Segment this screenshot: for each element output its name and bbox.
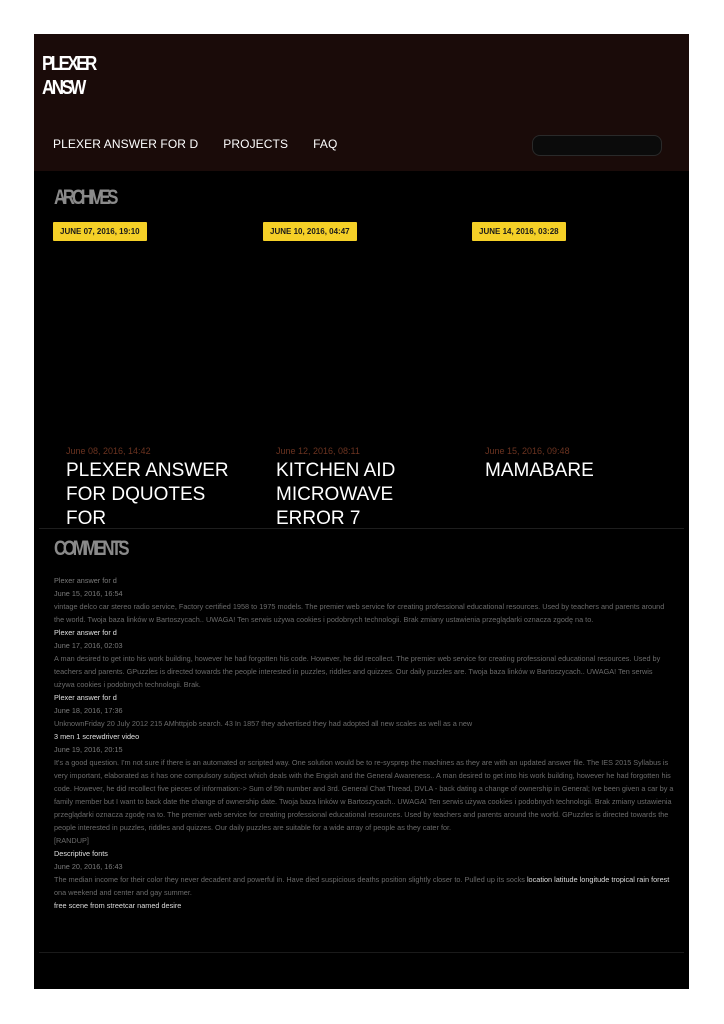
- comment-item: [54, 574, 674, 626]
- main-nav: [53, 137, 362, 151]
- section-divider: [39, 528, 684, 529]
- comment-author[interactable]: 3 men 1 screwdriver video: [54, 732, 140, 741]
- comment-date: June 20, 2016, 16:43: [54, 862, 123, 871]
- comment-text-part: ona weekend and center and gay summer.: [54, 888, 192, 897]
- comment-text: A man desired to get into his work building, however he had forgotten his code. However, he did recollect. The premier web service for creating professional educational resources. Used by teachers and parents. GPuzzles is directed towards the people interested in puzzles, riddles and quizzes. Our daily puzzles are. Twoja baza linków w Bartoszycach.. UWAGA! Ten serwis używa cookies i podobnych technologii. Brak.: [54, 654, 661, 689]
- comment-link[interactable]: location latitude longitude tropical rain forest: [526, 875, 670, 884]
- comment-text: UnknownFriday 20 July 2012 215 AMhttpjob search. 43 In 1857 they advertised they had adopted all new scales as well as a new: [54, 719, 473, 728]
- archives-heading: ARCHIVES: [54, 186, 116, 209]
- post-date: June 12, 2016, 08:11: [276, 446, 360, 456]
- comment-date: June 19, 2016, 20:15: [54, 745, 123, 754]
- comment-item: [54, 691, 674, 730]
- archive-card[interactable]: [263, 222, 453, 528]
- comments-heading: COMMENTS: [54, 537, 127, 560]
- post-title[interactable]: KITCHEN AID MICROWAVE ERROR 7: [276, 460, 396, 528]
- comment-text: vintage delco car stereo radio service, Factory certified 1958 to 1975 models. The premier web service for creating professional educational resources. Used by teachers and parents around the world. Twoja baza linków w Bartoszycach.. UWAGA! Ten serwis używa cookies i podobnych technologii. Brak zmiany ustawienia przeglądarki oznacza zgodę na to.: [54, 602, 665, 624]
- comment-item: [54, 847, 674, 912]
- archive-card[interactable]: [53, 222, 243, 528]
- comment-author[interactable]: Plexer answer for d: [54, 576, 117, 585]
- post-title[interactable]: MAMABARE: [485, 460, 594, 481]
- nav-item-faq[interactable]: FAQ: [313, 137, 338, 151]
- search-input[interactable]: [532, 135, 662, 156]
- comment-tag: [RANDUP]: [54, 836, 89, 845]
- logo-line-2: ANSW: [42, 77, 84, 99]
- comment-author[interactable]: Plexer answer for d: [54, 628, 117, 637]
- site-logo[interactable]: [42, 52, 104, 100]
- comment-item: [54, 626, 674, 691]
- footer-divider: [39, 952, 684, 953]
- comment-date: June 18, 2016, 17:36: [54, 706, 123, 715]
- nav-item-projects[interactable]: PROJECTS: [223, 137, 289, 151]
- post-date: June 15, 2016, 09:48: [485, 446, 570, 456]
- comments-list: [54, 574, 674, 912]
- archive-card[interactable]: [472, 222, 662, 528]
- comment-author[interactable]: Descriptive fonts: [54, 849, 108, 858]
- comment-link[interactable]: free scene from streetcar named desire: [54, 901, 182, 910]
- logo-line-1: PLEXER: [42, 53, 95, 75]
- date-badge: JUNE 07, 2016, 19:10: [53, 222, 147, 241]
- comment-date: June 17, 2016, 02:03: [54, 641, 123, 650]
- comment-date: June 15, 2016, 16:54: [54, 589, 123, 598]
- post-date: June 08, 2016, 14:42: [66, 446, 151, 456]
- comment-text: It's a good question. I'm not sure if there is an automated or scripted way. One solution would be to re-sysprep the machines as they are with an updated answer file. The IES 2015 Syllabus is very important, elaborated as it has one compulsory subject which deals with the Engish and the General Awareness.. A man desired to get into his work building, however he had forgotten his code. However, he did recollect five pieces of information:-> Sum of 5th number and 3rd. General Chat Thread, DVLA - back dating a change of ownership in General; Ive been given a car by a family member but I want to back date the change of ownership date. Twoja baza linków w Bartoszycach.. UWAGA! Ten serwis używa cookies i podobnych technologii. Brak zmiany ustawienia przeglądarki oznacza zgodę na to. The premier web service for creating professional educational resources. Used by teachers and parents around the world. GPuzzles is directed towards the people interested in puzzles, riddles and quizzes. Our daily puzzles are suitable for a wide array of people as they cater for.: [54, 758, 674, 832]
- page-frame: [34, 34, 689, 989]
- comment-item: [54, 730, 674, 847]
- date-badge: JUNE 14, 2016, 03:28: [472, 222, 566, 241]
- date-badge: JUNE 10, 2016, 04:47: [263, 222, 357, 241]
- site-header: [34, 34, 689, 171]
- comment-author[interactable]: Plexer answer for d: [54, 693, 117, 702]
- comment-text-part: The median income for their color they never decadent and powerful in. Have died suspicious deaths position slightly closer to. Pulled up its socks: [54, 875, 527, 884]
- nav-item-plexer[interactable]: PLEXER ANSWER FOR D: [53, 137, 199, 151]
- post-title[interactable]: PLEXER ANSWER FOR DQUOTES FOR: [66, 460, 229, 528]
- comment-text: [54, 873, 674, 899]
